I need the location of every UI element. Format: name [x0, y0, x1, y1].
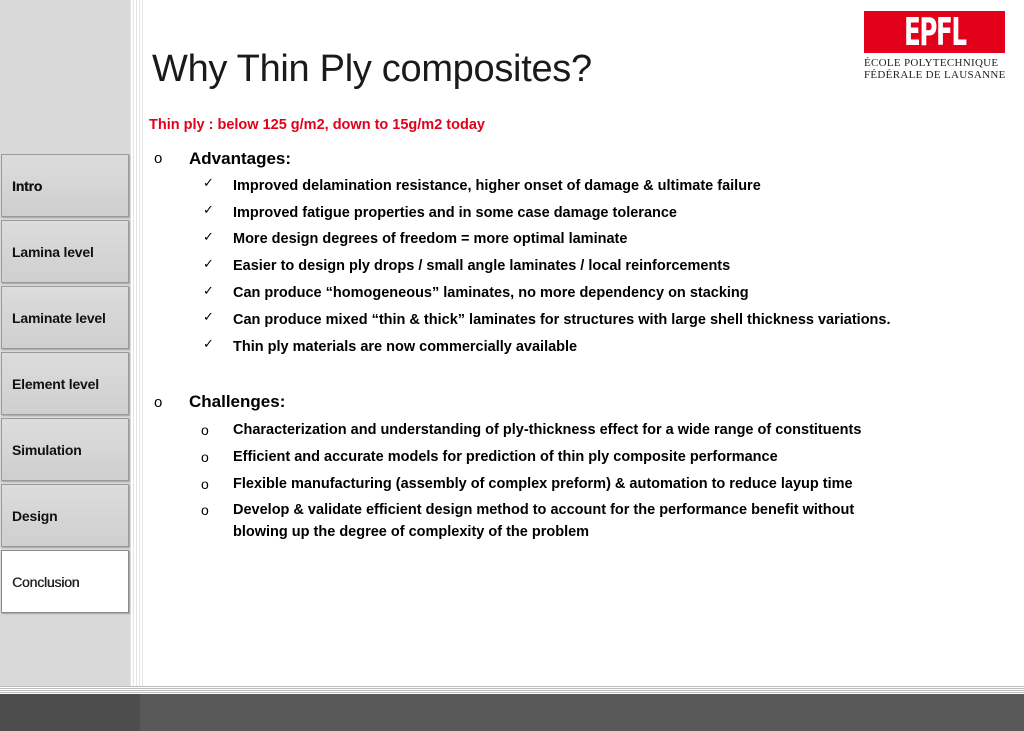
sidebar-item-label: Element level: [12, 375, 99, 392]
logo-letters: EPFL: [903, 10, 966, 54]
sidebar-item-label: Laminate level: [12, 309, 106, 326]
advantage-item: Can produce “homogeneous” laminates, no more dependency on stacking: [233, 285, 749, 301]
advantage-item: Thin ply materials are now commercially available: [233, 339, 578, 355]
challenge-item: Characterization and understanding of ply-thickness effect for a wide range of constituents: [233, 422, 862, 438]
sidebar-item-label: Simulation: [12, 441, 82, 458]
check-icon: ✓: [203, 176, 214, 191]
sidebar-item-label: Design: [12, 507, 58, 524]
challenge-item-continuation: blowing up the degree of complexity of the problem: [233, 524, 590, 540]
circle-bullet-icon: o: [201, 476, 209, 492]
circle-bullet-icon: o: [201, 422, 209, 438]
sidebar-item-conclusion[interactable]: [1, 550, 129, 613]
check-icon: ✓: [203, 230, 214, 245]
sidebar-item-laminate-level[interactable]: [1, 286, 129, 349]
advantage-item: Improved delamination resistance, higher onset of damage & ultimate failure: [233, 178, 761, 194]
epfl-logo: [864, 11, 1006, 81]
challenges-heading: Challenges:: [189, 392, 286, 411]
challenge-item: Flexible manufacturing (assembly of complex preform) & automation to reduce layup time: [233, 476, 853, 492]
challenge-item: Develop & validate efficient design method to account for the performance benefit without: [233, 502, 855, 518]
advantage-item: Easier to design ply drops / small angle laminates / local reinforcements: [233, 258, 731, 274]
sidebar-item-label: Lamina level: [12, 243, 94, 260]
check-icon: ✓: [203, 203, 214, 218]
sidebar-item-design[interactable]: [1, 484, 129, 547]
advantage-item: More design degrees of freedom = more optimal laminate: [233, 231, 628, 247]
footer-divider: [0, 686, 1024, 694]
logo-mark: [864, 11, 1005, 53]
check-icon: ✓: [203, 284, 214, 299]
circle-bullet-icon: o: [201, 502, 209, 518]
sidebar-item-lamina-level[interactable]: [1, 220, 129, 283]
logo-text-line-2: FÉDÉRALE DE LAUSANNE: [864, 69, 1006, 81]
page-subtitle: Thin ply : below 125 g/m2, down to 15g/m2 today: [149, 117, 485, 133]
circle-bullet-icon: o: [201, 449, 209, 465]
check-icon: ✓: [203, 337, 214, 352]
circle-bullet-icon: o: [154, 394, 163, 411]
check-icon: ✓: [203, 310, 214, 325]
advantages-heading: Advantages:: [189, 149, 292, 168]
challenge-item: Efficient and accurate models for prediction of thin ply composite performance: [233, 449, 778, 465]
footer-bar: [0, 694, 1024, 731]
sidebar-divider: [130, 0, 144, 686]
advantage-item: Improved fatigue properties and in some case damage tolerance: [233, 205, 677, 221]
sidebar-item-label: Conclusion: [12, 573, 80, 590]
footer-bar-left: [0, 694, 140, 731]
advantage-item: Can produce mixed “thin & thick” laminates for structures with large shell thickness variations.: [233, 312, 891, 328]
sidebar-item-element-level[interactable]: [1, 352, 129, 415]
page-title: Why Thin Ply composites?: [152, 48, 592, 90]
circle-bullet-icon: o: [154, 150, 163, 167]
sidebar-item-simulation[interactable]: [1, 418, 129, 481]
logo-text-line-1: ÉCOLE POLYTECHNIQUE: [864, 57, 999, 69]
sidebar-item-intro[interactable]: [1, 154, 129, 217]
check-icon: ✓: [203, 257, 214, 272]
sidebar-item-label: Intro: [12, 177, 43, 194]
